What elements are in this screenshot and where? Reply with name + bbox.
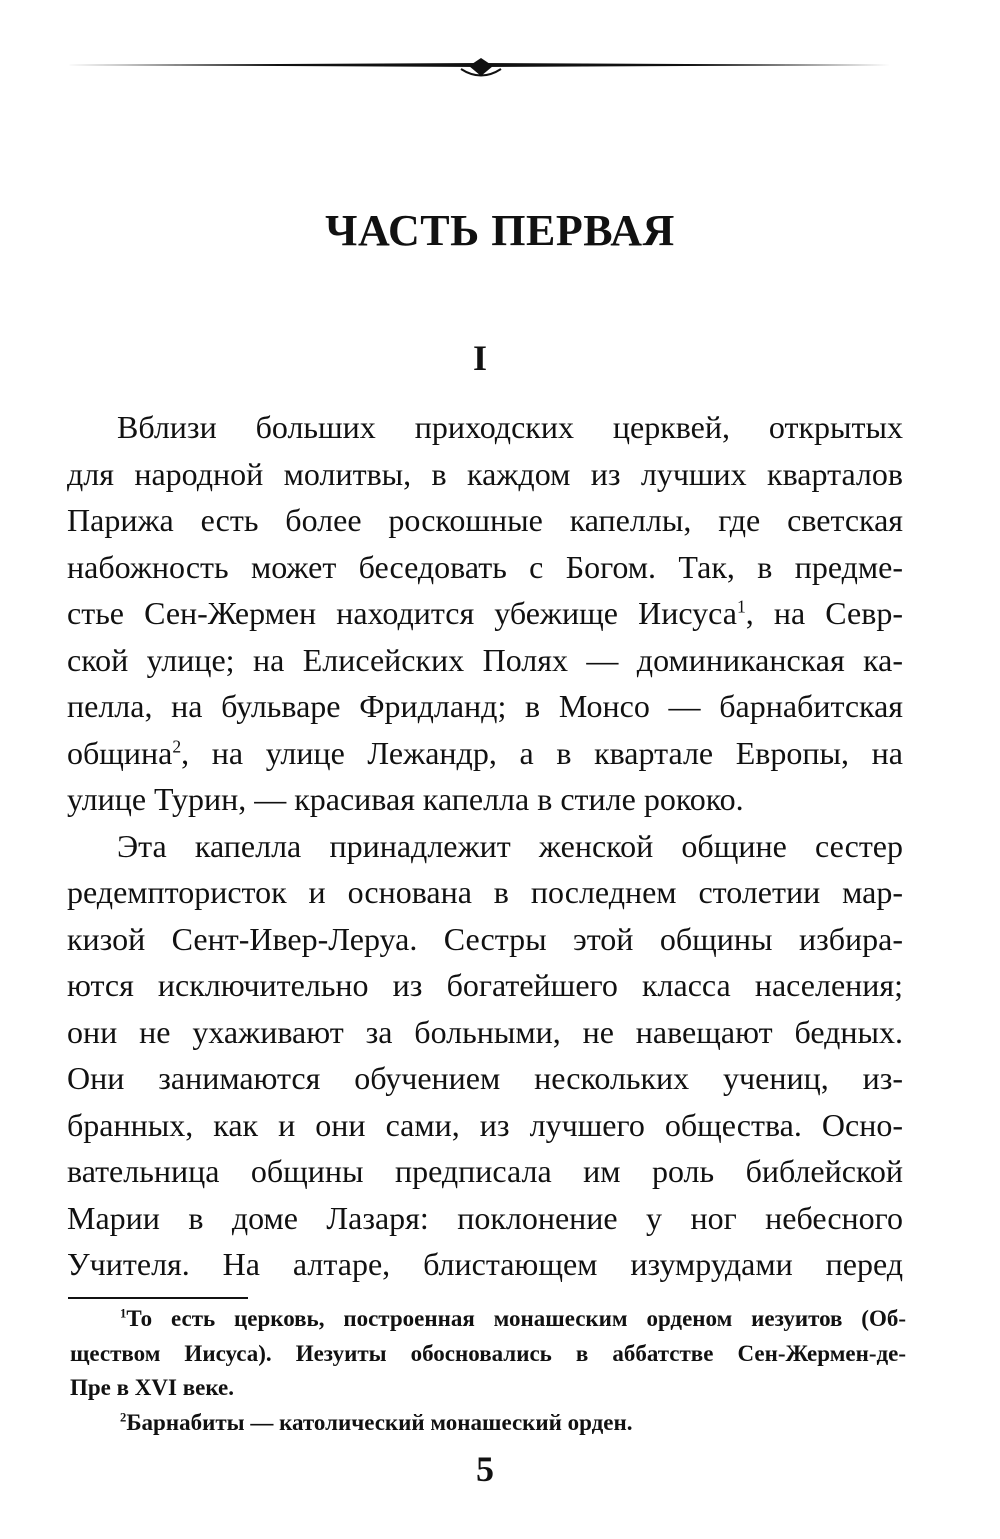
text-line: Они занимаются обучением нескольких учениц, из- — [67, 1060, 903, 1096]
footnote-marker-2: 2 — [172, 735, 182, 756]
footnote-text: То есть церковь, построенная монашеским орденом иезуитов (Об- — [126, 1306, 906, 1331]
text-line: Вблизи больших приходских церквей, открытых — [117, 409, 903, 445]
footnote-text: ществом Иисуса). Иезуиты обосновались в аббатстве Сен-Жермен-де- — [70, 1340, 906, 1366]
body-text — [67, 404, 903, 1288]
text-line: пелла, на бульваре Фридланд; в Монсо — барнабитская — [67, 688, 903, 724]
text-line: Учителя. На алтаре, блистающем изумрудами перед — [67, 1246, 903, 1282]
footnote-1-mark: 1 — [120, 1306, 127, 1321]
page-number: 5 — [476, 1449, 494, 1489]
text-line: вательница общины предписала им роль библейской — [67, 1153, 903, 1189]
footnote-divider — [68, 1297, 248, 1299]
text-line: улице Турин, — красивая капелла в стиле рококо. — [67, 781, 744, 817]
text-line: Парижа есть более роскошные капеллы, где светская — [67, 502, 903, 538]
text-line: редемптористок и основана в последнем столетии мар- — [67, 874, 903, 910]
text-line: ской улице; на Елисейских Полях — доминиканская ка- — [67, 641, 903, 678]
footnote-2-mark: 2 — [120, 1409, 127, 1424]
footnote-marker-1: 1 — [736, 596, 746, 617]
text-segment: стье Сен-Жермен находится убежище Иисуса — [67, 595, 737, 631]
footnote-2 — [70, 1406, 906, 1441]
part-title: ЧАСТЬ ПЕРВАЯ — [325, 206, 675, 255]
chapter-number: I — [472, 338, 487, 378]
footnote-text: Барнабиты — католический монашеский орден. — [126, 1409, 633, 1435]
text-line: они не ухаживают за больными, не навещают бедных. — [67, 1013, 903, 1050]
text-line: бранных, как и они сами, из лучшего общества. Осно- — [67, 1106, 903, 1143]
decorative-top-rule — [66, 52, 896, 84]
text-line: кизой Сент-Ивер-Леруа. Сестры этой общины избира- — [67, 920, 903, 957]
text-line: Марии в доме Лазаря: поклонение у ног небесного — [67, 1199, 903, 1236]
footnote-1 — [70, 1302, 906, 1337]
text-line — [67, 590, 903, 637]
text-segment: , на улице Лежандр, а в квартале Европы, на — [181, 734, 903, 771]
text-line: набожность может беседовать с Богом. Так, в предме- — [67, 548, 903, 585]
footnotes — [70, 1302, 906, 1440]
footnote-text: Пре в XVI веке. — [70, 1375, 234, 1400]
text-line: ются исключительно из богатейшего класса населения; — [67, 967, 903, 1003]
text-line: Эта капелла принадлежит женской общине сестер — [117, 827, 903, 864]
text-segment: община — [67, 734, 173, 771]
text-line: для народной молитвы, в каждом из лучших кварталов — [67, 455, 903, 492]
text-segment: , на Севр- — [745, 595, 903, 631]
text-line — [67, 730, 903, 777]
